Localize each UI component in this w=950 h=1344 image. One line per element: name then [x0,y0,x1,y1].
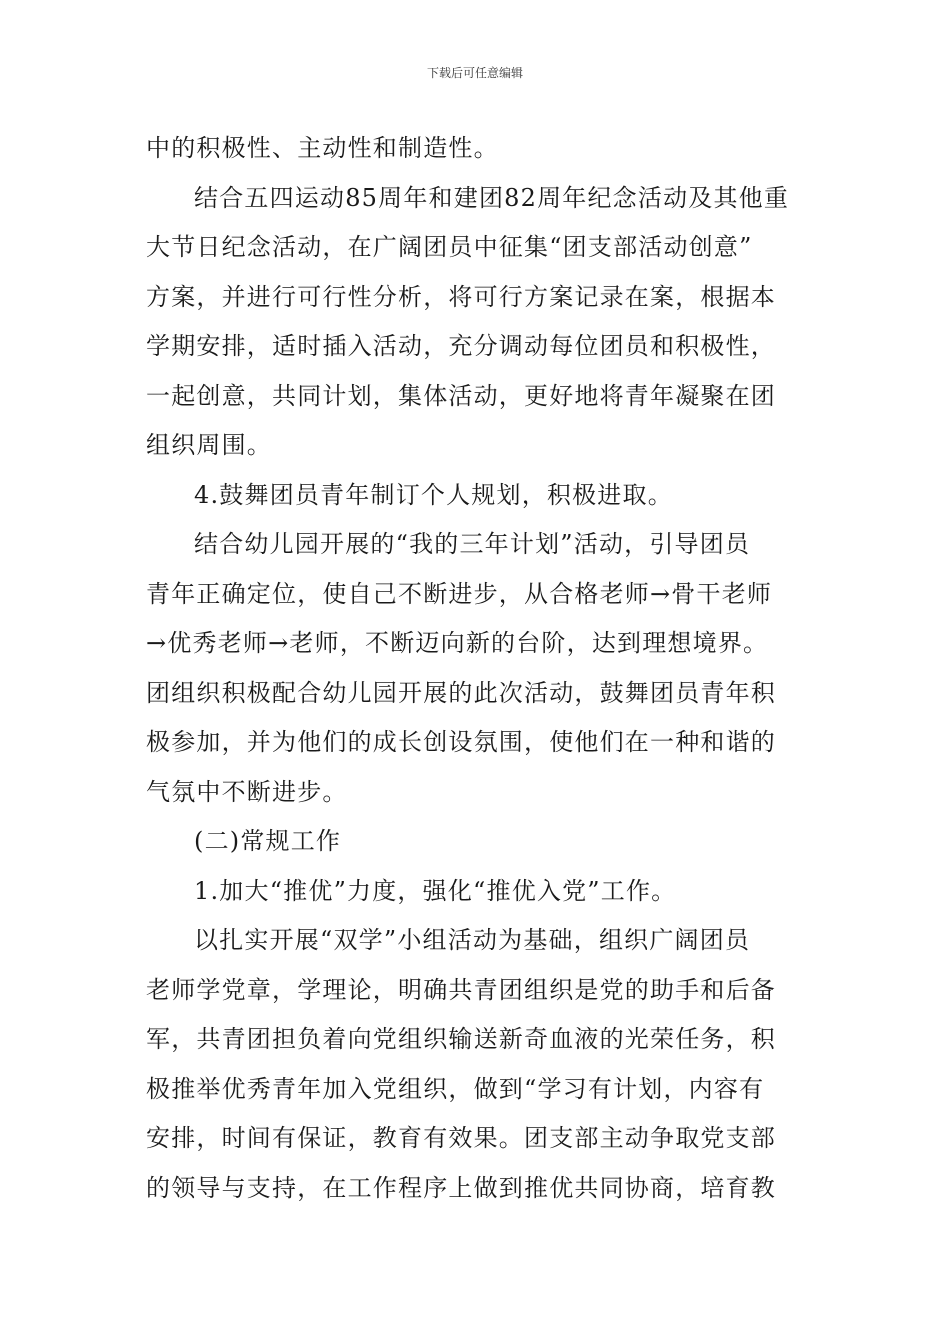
text-line: 结合五四运动85周年和建团82周年纪念活动及其他重 [194,183,790,212]
text-line: 极参加，并为他们的成长创设氛围，使他们在一种和谐的 [146,728,776,756]
page-header: 下载后可任意编辑 [426,66,523,80]
text-line: 军，共青团担负着向党组织输送新奇血液的光荣任务，积 [146,1025,776,1053]
text-line: 方案，并进行可行性分析，将可行方案记录在案，根据本 [146,282,776,311]
text-line: 中的积极性、主动性和制造性。 [146,134,499,162]
text-line: 青年正确定位，使自己不断进步，从合格老师→骨干老师 [146,579,773,608]
text-line: 极推举优秀青年加入党组织，做到“学习有计划，内容有 [146,1074,765,1103]
text-line: 大节日纪念活动，在广阔团员中征集“团支部活动创意” [146,233,753,261]
document-body [146,124,812,1213]
text-line: 安排，时间有保证，教育有效果。团支部主动争取党支部 [146,1124,776,1152]
text-line: 组织周围。 [146,431,272,459]
text-line: 以扎实开展“双学”小组活动为基础，组织广阔团员 [194,926,751,954]
text-line: 的领导与支持，在工作程序上做到推优共同协商，培育教 [146,1173,776,1202]
text-line: 1.加大“推优”力度，强化“推优入党”工作。 [194,876,677,905]
text-line: 气氛中不断进步。 [146,777,348,806]
text-line: (二)常规工作 [194,827,342,855]
text-line: →优秀老师→老师，不断迈向新的台阶，达到理想境界。 [146,629,769,657]
text-line: 结合幼儿园开展的“我的三年计划”活动，引导团员 [194,530,751,558]
text-line: 学期安排，适时插入活动，充分调动每位团员和积极性， [146,332,776,360]
text-line: 团组织积极配合幼儿园开展的此次活动，鼓舞团员青年积 [146,678,776,707]
text-line: 4.鼓舞团员青年制订个人规划，积极进取。 [194,480,673,509]
text-line: 一起创意，共同计划，集体活动，更好地将青年凝聚在团 [146,381,776,410]
text-line: 老师学党章，学理论，明确共青团组织是党的助手和后备 [146,975,776,1004]
